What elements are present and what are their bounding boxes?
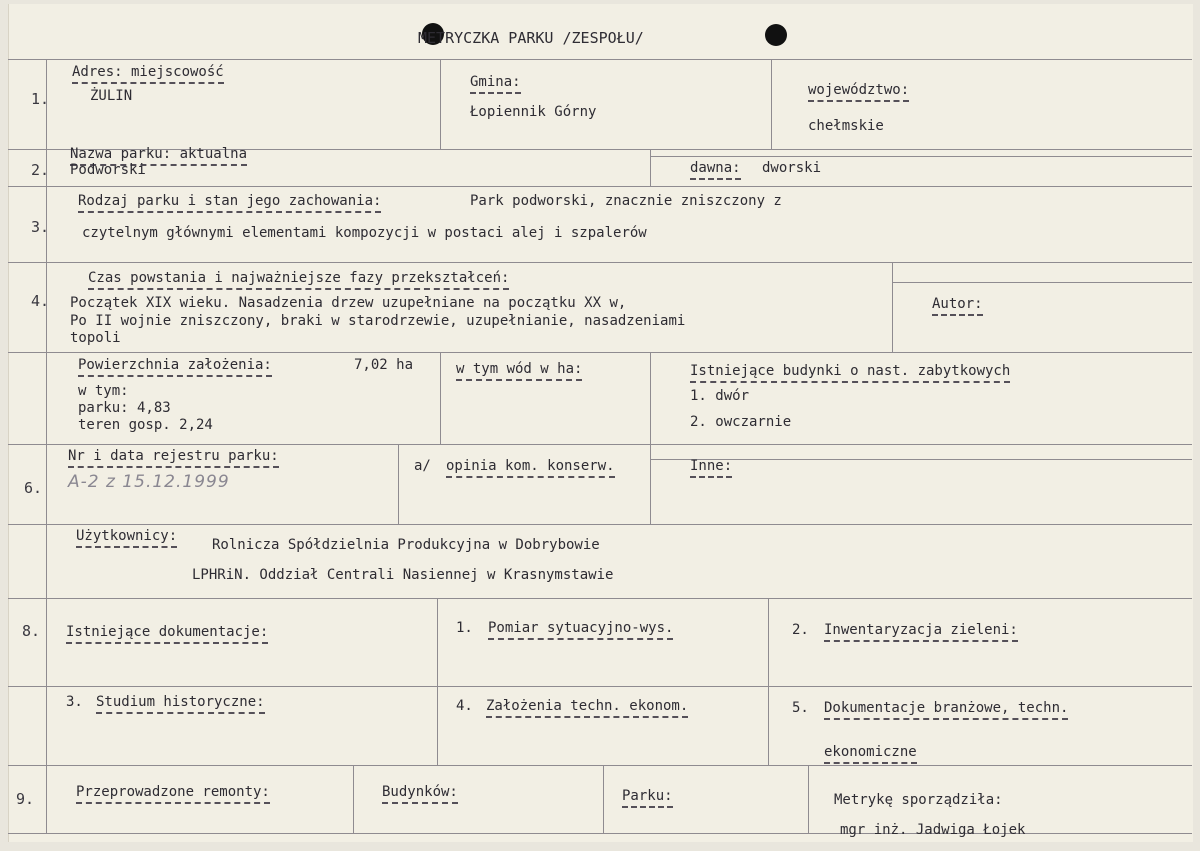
grid-line (440, 352, 441, 444)
grid-line (771, 59, 772, 149)
water-area-label: w tym wód w ha: (456, 361, 582, 381)
building-item-2: 2. owczarnie (690, 414, 792, 430)
history-line2: Po II wojnie zniszczony, braki w starodrzewie, uzupełnianie, nasadzeniami (70, 313, 686, 329)
history-line3: topoli (70, 330, 121, 346)
row-number: 8. (22, 622, 41, 640)
repairs-buildings-label: Budynków: (382, 784, 458, 804)
grid-line (8, 686, 1192, 687)
buildings-label: Istniejące budynki o nast. zabytkowych (690, 363, 1010, 383)
grid-line (650, 156, 1192, 157)
area-park-line: parku: 4,83 (78, 400, 171, 416)
area-farm-line: teren gosp. 2,24 (78, 417, 213, 433)
doc-3-label: Studium historyczne: (96, 694, 265, 714)
area-value: 7,02 ha (354, 357, 414, 373)
building-item-1: 1. dwór (690, 388, 750, 404)
doc-1-number: 1. (456, 620, 473, 636)
old-name-value: dworski (762, 160, 822, 176)
users-line2: LPHRiN. Oddział Centrali Nasiennej w Krasnymstawie (192, 567, 614, 583)
park-name-value: Podworski (70, 162, 146, 178)
gmina-label: Gmina: (470, 74, 521, 94)
grid-line (650, 352, 651, 524)
area-label: Powierzchnia założenia: (78, 357, 272, 377)
address-value: ŻULIN (90, 88, 133, 104)
park-type-label: Rodzaj parku i stan jego zachowania: (78, 193, 381, 213)
grid-line (892, 282, 1192, 283)
grid-line (603, 765, 604, 833)
form-title: METRYCZKA PARKU /ZESPOŁU/ (418, 29, 644, 47)
grid-line (8, 444, 1192, 445)
punch-hole-right (765, 24, 787, 46)
doc-2-number: 2. (792, 622, 809, 638)
grid-line (440, 59, 441, 149)
grid-line (437, 598, 438, 765)
grid-line (8, 186, 1192, 187)
grid-line (650, 149, 651, 186)
history-label: Czas powstania i najważniejsze fazy przekształceń: (88, 270, 509, 290)
docs-label: Istniejące dokumentacje: (66, 624, 268, 644)
doc-4-number: 4. (456, 698, 473, 714)
area-including-label: w tym: (78, 383, 129, 399)
grid-line (398, 444, 399, 524)
doc-5-label-line2: ekonomiczne (824, 744, 917, 764)
prepared-by-label: Metrykę sporządziła: (834, 792, 1003, 808)
voivodeship-label: województwo: (808, 82, 909, 102)
grid-line (8, 262, 1192, 263)
grid-line (8, 59, 1192, 60)
users-line1: Rolnicza Spółdzielnia Produkcyjna w Dobrybowie (212, 537, 600, 553)
doc-5-label-line1: Dokumentacje branżowe, techn. (824, 700, 1068, 720)
grid-line (353, 765, 354, 833)
row-number: 6. (24, 479, 43, 497)
history-line1: Początek XIX wieku. Nasadzenia drzew uzupełniane na początku XX w, (70, 295, 627, 311)
grid-line (808, 765, 809, 833)
author-label: Autor: (932, 296, 983, 316)
old-name-label: dawna: (690, 160, 741, 180)
doc-1-label: Pomiar sytuacyjno-wys. (488, 620, 673, 640)
grid-line (8, 524, 1192, 525)
doc-5-number: 5. (792, 700, 809, 716)
grid-line (768, 598, 769, 765)
gmina-value: Łopiennik Górny (470, 104, 597, 120)
prepared-by-value: mgr inż. Jadwiga Łojek (840, 822, 1026, 838)
address-label: Adres: miejscowość (72, 64, 224, 84)
opinion-prefix: a/ (414, 458, 431, 474)
park-name-label: Nazwa parku: aktualna (70, 146, 247, 166)
park-type-value-line2: czytelnym głównymi elementami kompozycji w postaci alej i szpalerów (82, 225, 647, 241)
doc-4-label: Założenia techn. ekonom. (486, 698, 688, 718)
grid-line (8, 598, 1192, 599)
other-label: Inne: (690, 458, 732, 478)
row-number: 4. (31, 292, 50, 310)
register-label: Nr i data rejestru parku: (68, 448, 279, 468)
users-label: Użytkownicy: (76, 528, 177, 548)
row-number: 3. (31, 218, 50, 236)
grid-line (892, 262, 893, 352)
doc-3-number: 3. (66, 694, 83, 710)
opinion-label: opinia kom. konserw. (446, 458, 615, 478)
register-value-handwritten: A-2 z 15.12.1999 (68, 472, 230, 492)
doc-2-label: Inwentaryzacja zieleni: (824, 622, 1018, 642)
grid-line (8, 352, 1192, 353)
park-type-value-line1: Park podworski, znacznie zniszczony z (470, 193, 782, 209)
repairs-park-label: Parku: (622, 788, 673, 808)
row-number: 1. (31, 90, 50, 108)
voivodeship-value: chełmskie (808, 118, 884, 134)
grid-line (8, 765, 1192, 766)
row-number: 2. (31, 161, 50, 179)
row-number: 9. (16, 790, 35, 808)
repairs-label: Przeprowadzone remonty: (76, 784, 270, 804)
